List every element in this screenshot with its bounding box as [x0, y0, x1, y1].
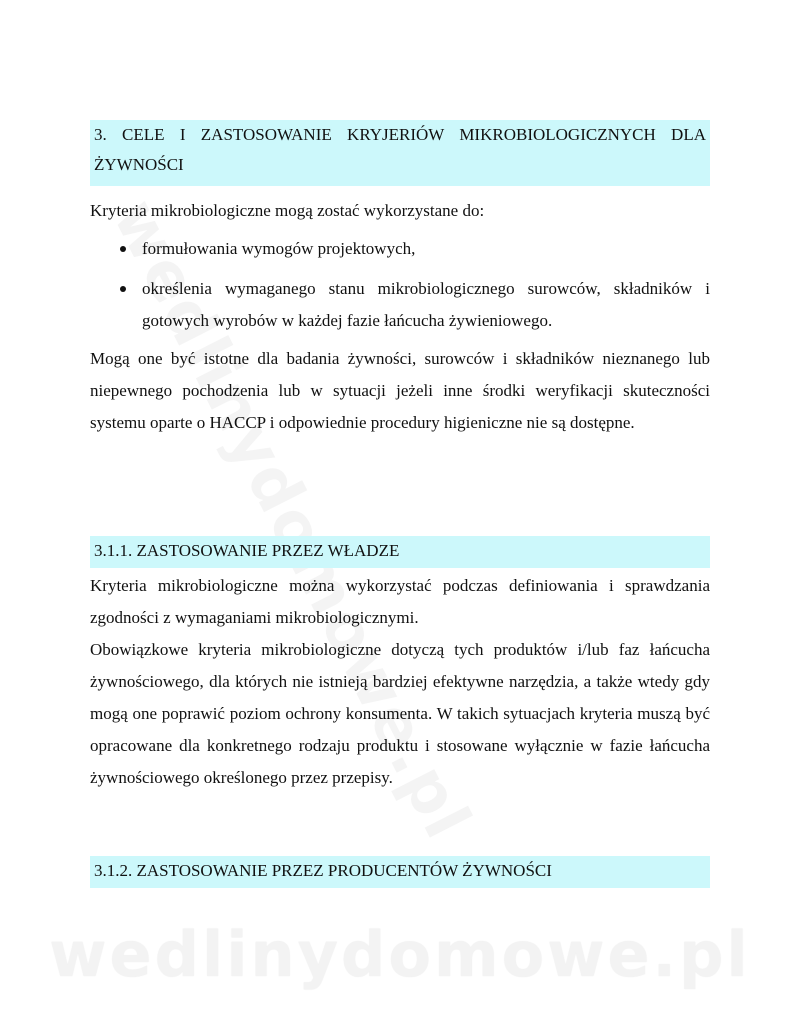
section-3-paragraph: Mogą one być istotne dla badania żywności, surowców i składników nieznanego lub niepewnego pochodzenia lub w sytuacji jeżeli inne środki weryfikacji skuteczności systemu oparte o HACCP i odpowiednie procedury higieniczne nie są dostępne.	[90, 349, 710, 432]
bullet-icon	[120, 246, 126, 252]
list-item: formułowania wymogów projektowych,	[90, 233, 710, 265]
section-3-intro: Kryteria mikrobiologiczne mogą zostać wykorzystane do:	[90, 201, 485, 220]
section-3-1-1-paragraph-2: Obowiązkowe kryteria mikrobiologiczne dotyczą tych produktów i/lub faz łańcucha żywnościowego, dla których nie istnieją bardziej efektywne narzędzia, a także wtedy gdy mogą one poprawić poziom ochrony konsumenta. W takich sytuacjach kryteria muszą być opracowane dla konkretnego rodzaju produktu i stosowane wyłącznie w fazie łańcucha żywnościowego określonego przez przepisy.	[90, 640, 710, 787]
bullet-icon	[120, 286, 126, 292]
section-3-heading-line1: 3. CELE I ZASTOSOWANIE KRYJERIÓW MIKROBIOLOGICZNYCH DLA	[94, 125, 706, 144]
list-item: określenia wymaganego stanu mikrobiologicznego surowców, składników i gotowych wyrobów w każdej fazie łańcucha żywieniowego.	[90, 273, 710, 337]
section-3-1-1-paragraph-1: Kryteria mikrobiologiczne można wykorzystać podczas definiowania i sprawdzania zgodności z wymaganiami mikrobiologicznymi.	[90, 576, 710, 627]
section-3-1-1-heading: 3.1.1. ZASTOSOWANIE PRZEZ WŁADZE	[90, 536, 710, 568]
bottom-watermark: wedlinydomowe.pl	[49, 918, 751, 991]
section-3-heading-line2: ŻYWNOŚCI	[94, 155, 184, 174]
section-3-bullet-list	[90, 233, 710, 345]
section-3-heading	[90, 120, 710, 186]
section-3-1-2-heading: 3.1.2. ZASTOSOWANIE PRZEZ PRODUCENTÓW ŻYWNOŚCI	[90, 856, 710, 888]
